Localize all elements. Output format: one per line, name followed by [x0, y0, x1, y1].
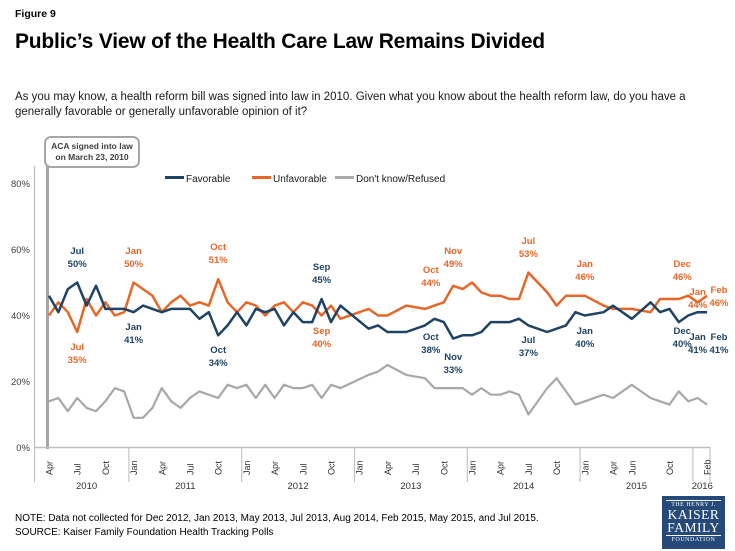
logo-line-family: FAMILY [667, 520, 720, 535]
callout-month: Nov [444, 351, 463, 363]
callout-favorable [699, 331, 735, 357]
callout-value: 46% [575, 271, 595, 283]
callout-value: 35% [67, 355, 87, 366]
callout-value: 37% [518, 348, 538, 360]
x-tick-month-label: Feb [702, 459, 713, 475]
callout-value: 53% [518, 248, 538, 260]
x-tick-month-label: Apr [44, 460, 55, 475]
callout-unfavorable [57, 341, 97, 367]
don-t-know-refused-line [49, 365, 707, 418]
x-tick-month-label: Jul [411, 463, 422, 475]
callout-value: 44% [688, 300, 708, 312]
callout-month: Sep [312, 262, 331, 273]
favorable-line-swatch [165, 176, 184, 179]
x-year-label: 2011 [175, 481, 196, 492]
callout-value: 40% [312, 338, 332, 350]
x-year-label: 2010 [76, 481, 98, 492]
callout-favorable [433, 351, 473, 377]
callout-month: Jan [689, 332, 706, 344]
callout-value: 46% [709, 297, 729, 309]
x-year-label: 2014 [513, 481, 535, 492]
callout-value: 38% [421, 345, 441, 357]
survey-question-text: As you may know, a health reform bill was signed into law in 2010. Given what you know about the health reform law, do you have a generally favorable or generally unfavorable opinion of it? [15, 91, 686, 118]
callout-value: 40% [575, 338, 595, 350]
y-tick-label: 80% [10, 179, 30, 190]
callout-favorable [57, 245, 97, 271]
source-text: SOURCE: Kaiser Family Foundation Health Tracking Polls [15, 526, 274, 538]
kff-logo [662, 496, 725, 549]
legend-label-dontknow: Don't know/Refused [356, 174, 446, 185]
callout-unfavorable [114, 245, 154, 271]
callout-month: Nov [444, 245, 463, 257]
callout-month: Jul [70, 245, 85, 257]
x-tick-month-label: Apr [608, 460, 619, 475]
x-year-label: 2015 [625, 481, 648, 492]
callout-value: 33% [443, 364, 463, 376]
callout-month: Jan [125, 322, 142, 334]
aca-annotation-line1: ACA signed into law [51, 141, 133, 151]
logo-line-foundation: FOUNDATION [666, 535, 721, 543]
y-tick-label: 60% [10, 245, 30, 256]
callout-month: Dec [673, 258, 691, 270]
y-tick-label: 0% [16, 443, 30, 454]
x-tick-month-label: Jan [354, 460, 365, 475]
callout-value: 41% [688, 345, 708, 357]
callout-value: 41% [124, 335, 144, 347]
x-tick-month-label: Oct [439, 460, 450, 475]
line-chart [0, 130, 735, 502]
x-tick-month-label: Jul [185, 463, 196, 475]
callout-favorable [565, 325, 605, 351]
note-text: NOTE: Data not collected for Dec 2012, Jan 2013, May 2013, Jul 2013, Aug 2014, Feb 2015, May 2015, and Jul 2015. [15, 513, 539, 524]
callout-month: Dec [673, 325, 691, 337]
callout-favorable [198, 344, 238, 370]
note-block [15, 512, 539, 539]
callout-value: 46% [672, 271, 692, 283]
chart-plot [0, 130, 735, 502]
callout-month: Jan [576, 258, 593, 270]
x-tick-month-label: Oct [100, 460, 111, 475]
x-tick-month-label: Jan [580, 460, 591, 475]
legend-item-unfavorable [252, 174, 327, 185]
callout-unfavorable [662, 258, 702, 284]
callout-value: 40% [672, 338, 692, 350]
x-tick-month-label: Jul [523, 463, 534, 475]
x-tick-month-label: Jul [72, 463, 83, 475]
x-tick-month-label: Oct [552, 460, 563, 475]
callout-favorable [508, 334, 548, 360]
callout-unfavorable [198, 241, 238, 267]
x-tick-month-label: Apr [157, 460, 168, 475]
callout-value: 41% [709, 345, 729, 357]
callout-month: Oct [210, 242, 227, 254]
callout-month: Feb [710, 284, 728, 296]
callout-favorable [302, 261, 342, 287]
callout-value: 50% [124, 258, 144, 270]
x-tick-month-label: Jan [467, 460, 478, 475]
callout-favorable [114, 321, 154, 347]
x-tick-month-label: Jun [627, 460, 638, 475]
callout-value: 44% [421, 278, 441, 290]
callout-month: Feb [710, 332, 728, 344]
x-tick-month-label: Oct [664, 460, 675, 475]
dontknow-line-swatch [335, 176, 354, 179]
legend-item-favorable [165, 174, 230, 185]
callout-month: Oct [210, 345, 227, 357]
callout-value: 50% [67, 258, 87, 270]
callout-unfavorable [699, 284, 735, 310]
callout-value: 34% [208, 358, 228, 370]
callout-month: Jan [689, 287, 706, 299]
callout-unfavorable [508, 235, 548, 261]
figure-label: Figure 9 [15, 8, 56, 20]
x-tick-month-label: Jan [129, 460, 140, 475]
callout-value: 51% [208, 255, 228, 267]
logo-line-kaiser: KAISER [667, 507, 720, 522]
callout-month: Sep [312, 325, 331, 337]
legend-label-favorable: Favorable [186, 174, 231, 185]
callout-unfavorable [302, 325, 342, 351]
x-tick-month-label: Oct [213, 460, 224, 475]
callout-value: 45% [312, 275, 332, 286]
x-tick-month-label: Oct [326, 460, 337, 475]
x-tick-month-label: Apr [495, 460, 506, 475]
callout-value: 49% [443, 258, 463, 270]
page-title: Public’s View of the Health Care Law Remains Divided [15, 30, 545, 53]
callout-month: Jul [521, 235, 536, 247]
callout-month: Oct [422, 332, 439, 344]
legend-item-dontknow [335, 174, 445, 185]
aca-annotation-line2: on March 23, 2010 [55, 152, 129, 162]
x-year-label: 2016 [691, 481, 713, 492]
x-year-label: 2013 [400, 481, 422, 492]
x-tick-month-label: Jan [241, 460, 252, 475]
x-tick-month-label: Jul [298, 463, 309, 475]
x-tick-month-label: Apr [382, 460, 393, 475]
x-tick-month-label: Apr [270, 460, 281, 475]
callout-unfavorable [433, 245, 473, 271]
unfavorable-line-swatch [252, 176, 271, 179]
x-year-label: 2012 [287, 481, 309, 492]
y-tick-label: 40% [10, 311, 30, 322]
callout-month: Jul [521, 335, 536, 347]
callout-month: Jan [125, 245, 142, 257]
aca-annotation-box [44, 136, 140, 168]
callout-month: Jan [576, 325, 593, 337]
callout-month: Jul [70, 342, 85, 353]
y-tick-label: 20% [10, 377, 30, 388]
callout-unfavorable [565, 258, 605, 284]
logo-line-henry: THE HENRY J. [666, 500, 721, 508]
legend-label-unfavorable: Unfavorable [273, 174, 327, 185]
callout-month: Oct [422, 265, 439, 277]
